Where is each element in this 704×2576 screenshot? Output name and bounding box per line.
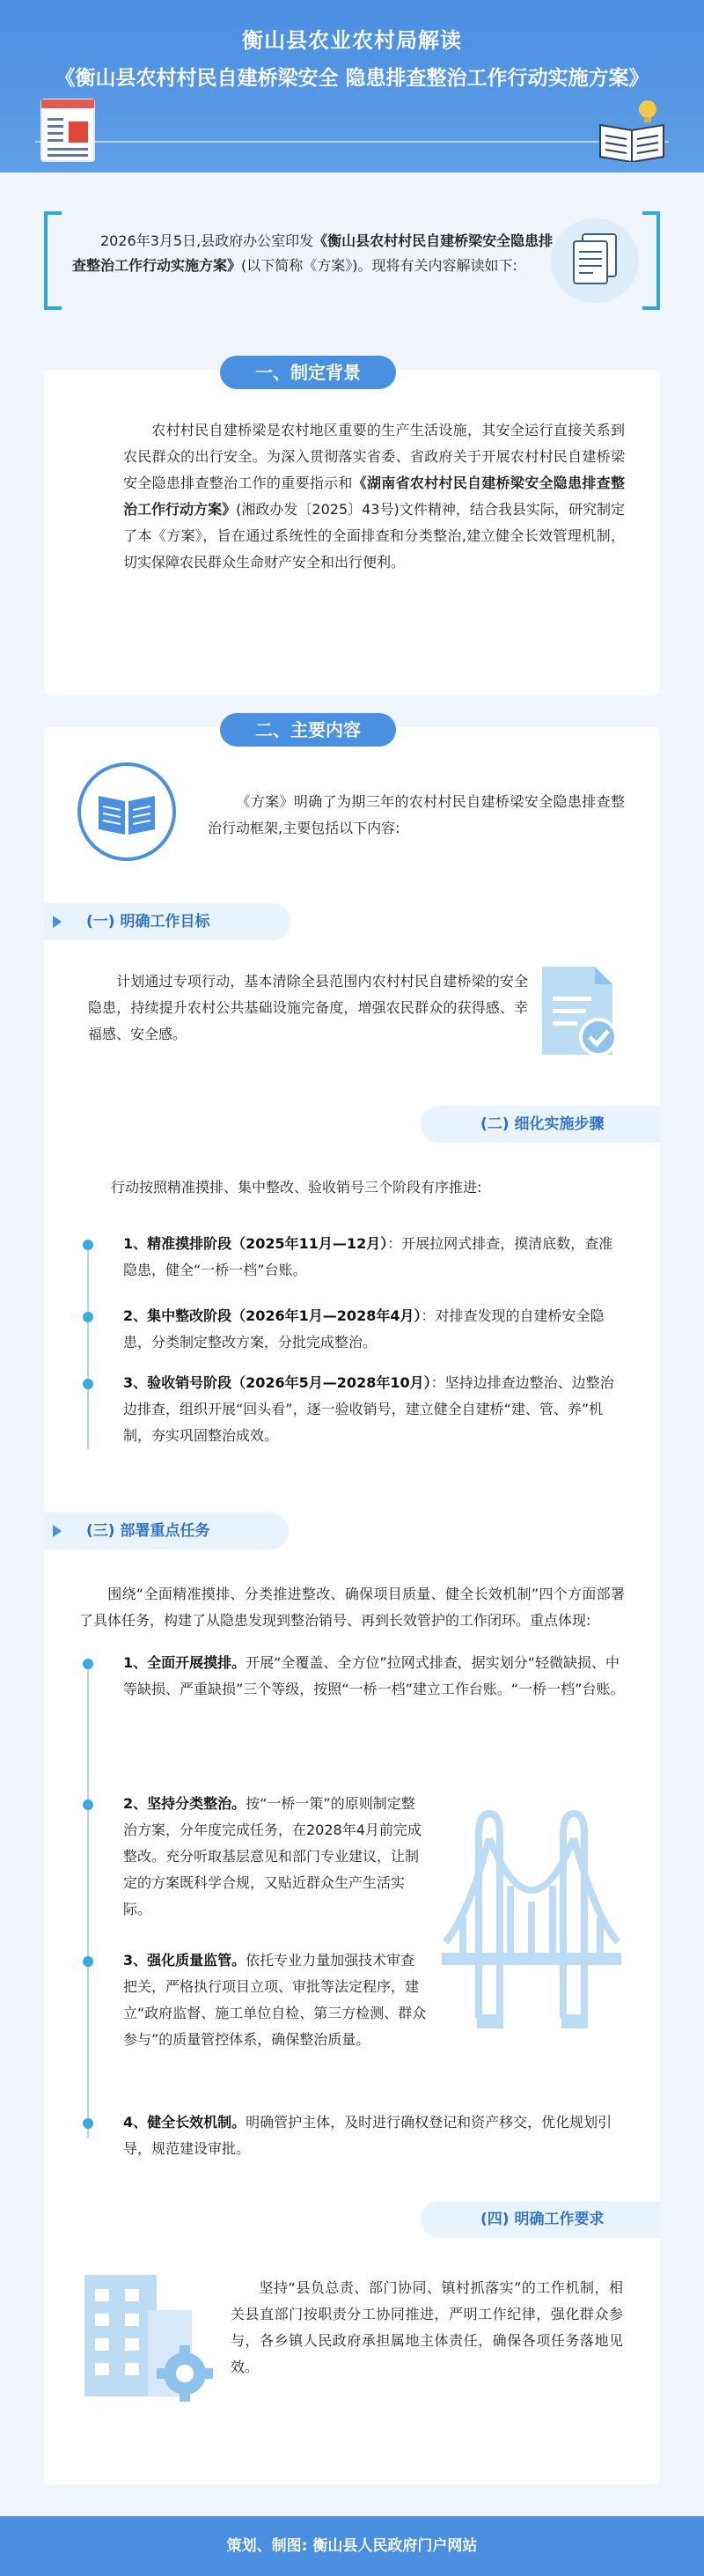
sub1-title: (一) 明确工作目标 xyxy=(44,903,290,940)
intro-icon-bubble xyxy=(551,218,639,303)
step-item: 1、精准摸排阶段（2025年11月—12月）：开展拉网式排查，摸清底数，查准隐患，健全“一桥一档”台账。 xyxy=(123,1235,613,1278)
bracket-left xyxy=(44,211,62,310)
newspaper-icon xyxy=(40,99,95,162)
timeline-dot xyxy=(83,1312,93,1322)
timeline-dot xyxy=(83,1659,93,1669)
section2-title: 二、主要内容 xyxy=(220,713,396,747)
intro-text: 2026年3月5日,县政府办公室印发《衡山县农村村民自建桥梁安全隐患排查整治工作行动实施方案》(以下简称《方案》)。现将有关内容解读如下: xyxy=(72,232,554,274)
sub2-intro: 行动按照精准摸排、集中整改、验收销号三个阶段有序推进: xyxy=(111,1179,482,1196)
step-item: 3、验收销号阶段（2026年5月—2028年10月）：坚持边排查边整治、边整治边排查，组织开展“回头看”，逐一验收销号，建立健全自建桥“建、管、养”机制，夯实巩固整治成效。 xyxy=(123,1374,614,1444)
background-paragraph: 农村村民自建桥梁是农村地区重要的生产生活设施，其安全运行直接关系到农民群众的出行安全。为深入贯彻落实省委、省政府关于开展农村村民自建桥梁安全隐患排查整治工作的重要指示和《湖南省农村村民自建桥梁安全隐患排查整治工作行动方案》(湘政办发〔2025〕43号)文件精神，结合我县实际，研究制定了本《方案》，旨在通过系统性的全面排查和分类整治,建立健全长效管理机制，切实保障农民群众生命财产安全和出行便利。 xyxy=(123,422,625,570)
step-item: 2、集中整改阶段（2026年1月—2028年4月）：对排查发现的自建桥安全隐患，分类制定整改方案，分批完成整治。 xyxy=(123,1307,605,1351)
page-header xyxy=(0,0,704,173)
approved-document-icon xyxy=(539,963,625,1062)
building-gear-icon xyxy=(81,2270,215,2402)
timeline-dot xyxy=(83,1800,93,1810)
timeline-dot xyxy=(83,1379,93,1389)
timeline-dot xyxy=(83,2118,93,2129)
task-item: 4、健全长效机制。明确管护主体，及时进行确权登记和资产移交，优化规划引导，规范建设审批。 xyxy=(123,2114,612,2157)
section1-title: 一、制定背景 xyxy=(220,356,396,389)
sub3-title: (三) 部署重点任务 xyxy=(44,1512,289,1549)
timeline-dot xyxy=(83,1956,93,1967)
documents-icon xyxy=(567,231,625,289)
tasks-timeline xyxy=(87,1662,89,2138)
timeline-dot xyxy=(83,1240,93,1250)
header-divider xyxy=(35,141,669,143)
book-lightbulb-icon xyxy=(597,95,667,162)
background-card xyxy=(44,370,660,696)
header-title-line1: 衡山县农业农村局解读 xyxy=(242,28,462,53)
sub4-title: (四) 明确工作要求 xyxy=(421,2201,660,2238)
sub1-text: 计划通过专项行动，基本清除全县范围内农村村民自建桥梁的安全隐患，持续提升农村公共基础设施完备度，增强农民群众的获得感、幸福感、安全感。 xyxy=(88,973,528,1042)
task-item: 1、全面开展摸排。开展“全覆盖、全方位”拉网式排查，据实划分“轻微缺损、中等缺损、严重缺损”三个等级，按照“一桥一档”建立工作台账。“一桥一档”台账。 xyxy=(123,1654,625,1697)
suspension-bridge-icon xyxy=(442,1810,621,2032)
task-item: 2、坚持分类整治。按“一桥一策”的原则制定整治方案，分年度完成任务，在2028年4月前完成整改。充分听取基层意见和部门专业建议，让制定的方案既科学合规，又贴近群众生产生活实际。 xyxy=(123,1795,422,1917)
task-item: 3、强化质量监管。依托专业力量加强技术审查把关，严格执行项目立项、审批等法定程序，建立“政府监督、施工单位自检、第三方检测、群众参与”的质量管控体系，确保整治质量。 xyxy=(123,1952,427,2048)
page-footer: 策划、制图: 衡山县人民政府门户网站 xyxy=(0,2516,704,2576)
intro-block xyxy=(44,211,660,310)
open-book-icon xyxy=(76,761,178,863)
main-content-intro: 《方案》明确了为期三年的农村村民自建桥梁安全隐患排查整治行动框架,主要包括以下内容: xyxy=(208,793,625,836)
sub3-intro: 围绕“全面精准摸排、分类推进整改、确保项目质量、健全长效机制”四个方面部署了具体任务，构建了从隐患发现到整治销号、再到长效管护的工作闭环。重点体现: xyxy=(79,1586,625,1629)
sub4-text: 坚持“县负总责、部门协同、镇村抓落实”的工作机制，相关县直部门按职责分工协同推进，严明工作纪律，强化群众参与，各乡镇人民政府承担属地主体责任，确保各项任务落地见效。 xyxy=(231,2279,623,2375)
steps-timeline xyxy=(87,1241,89,1449)
bracket-right xyxy=(642,211,660,310)
header-title-line2: 《衡山县农村村民自建桥梁安全 隐患排查整治工作行动实施方案》 xyxy=(55,67,649,90)
sub2-title: (二) 细化实施步骤 xyxy=(421,1106,660,1143)
